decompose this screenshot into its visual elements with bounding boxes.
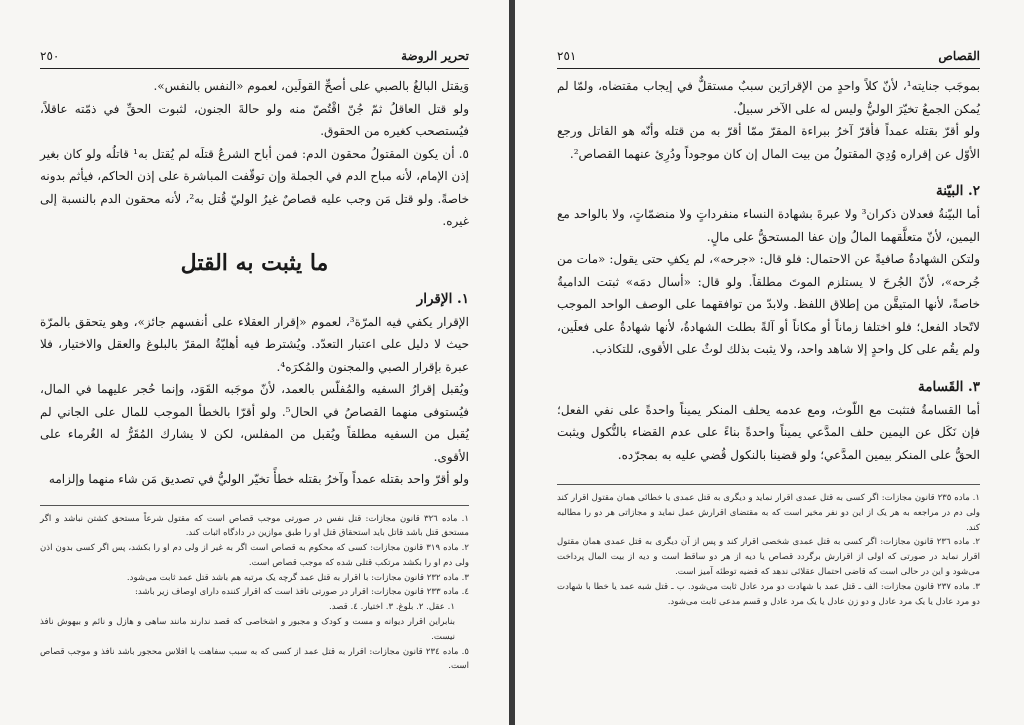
footnote: ١. ماده ٣٢٦ قانون مجازات: قتل نفس در صورتی موجب قصاص است که مقتول شرعاً مستحق کشتن نباشد و اگر مستحق قتل باشد قاتل باید استحقاق قتل او را طبق موازین در دادگاه اثبات کند. xyxy=(40,513,469,539)
paragraph: ولو أقرّ واحد بقتله عمداً وآخرُ بقتله خطأً تخيّر الوليُّ في تصديق مَن شاء منهما وإلزامه xyxy=(48,472,469,486)
paragraph: ٥. أن يكون المقتولُ محقون الدم: فمن أباح الشرعُ قتلَه لم يُقتل به¹ قاتلُه ولو كان بغير إذن الإمام، لأنه مباح الدم في الجملة وإن توقّفت المباشرة على إذن الحاكم، فيأثم بدونه خاصةً. ولو قتل مَن وجب عليه قصاصٌ غيرُ الوليّ قُتل به²، لأنه محقون الدم بالنسبة إلى غيره. xyxy=(40,146,470,228)
running-header xyxy=(40,46,469,69)
paragraph: بموجَب جنايته¹، لأنّ كلاً واحدٍ من الإقرارَين سببٌ مستقلٌّ في إيجاب مقتضاه، ولمّا لم يُمكن الجمعُ تخيّرَ الوليُّ وليس له على الآخر سبيلٌ. xyxy=(557,79,981,116)
footnote-divider xyxy=(557,484,980,485)
footnote: ٢. ماده ٣١٩ قانون مجازات: کسی که محکوم به قصاص است اگر به غیر از ولی دم او را بکشد، پس اگر کسی بدون اذن ولی دم او را بکشد مرتکب قتلی شده که موجب قصاص است. xyxy=(40,543,470,568)
paragraph: أما القسامةُ فتثبت مع اللّوث، ومع عدمه يحلف المنكر يميناً واحدةً على نفي الفعل؛ فإن نَكَل عن اليمين حلف المدَّعي يميناً واحدةً بناءً على عدم القضاء بالنُّكول ويثبت الحقُّ على المنكر بيمين المدَّعي؛ ولو قضينا بالنكول قُضي عليه به بمجرّده. xyxy=(557,402,981,462)
section-heading: ٣. القَسامة xyxy=(918,378,980,395)
footnote-divider xyxy=(40,505,469,506)
right-page xyxy=(515,0,1024,725)
section-heading: ١. الإقرار xyxy=(416,290,469,307)
footnote: ١. ماده ٢٣٥ قانون مجازات: اگر کسی به قتل عمدی اقرار نماید و دیگری به قتل عمدی یا خطائی همان مقتول اقرار کند ولی دم در مراجعه به هر یک از این دو نفر مخیر است که به مقتضای اقرارش عمل نماید و مجازاتی هر دو را مطالبه کند. xyxy=(557,493,981,533)
chapter-title: ما يثبت به القتل xyxy=(180,249,329,276)
left-page-content xyxy=(40,46,469,725)
left-page xyxy=(0,0,509,725)
footnote: ١. عقل. ٢. بلوغ. ٣. اختیار. ٤. قصد. xyxy=(328,602,455,613)
running-header xyxy=(557,46,980,69)
paragraph: ولو قتل العاقلُ ثمّ جُنّ اقْتُصّ منه ولو حالةَ الجنون، لثبوت الحقِّ في ذمّته عاقلاً، فيُستصحب كغيره من الحقوق. xyxy=(40,101,469,138)
paragraph: ولو أقرّ بقتله عمداً فأقرّ آخرُ ببراءة المقرّ ممّا أقرّ به من قتله وأنّه هو القاتل ورجع الأوّل عن إقراره وُدِيَ المقتولُ من بيت المال إن كان موجوداً ودُرِئ عنهما القصاص². xyxy=(557,124,980,161)
footnote: ٢. ماده ٢٣٦ قانون مجازات: اگر کسی به قتل عمدی شخصی اقرار کند و پس از آن دیگری به قتل عمدی همان مقتول اقرار نماید در صورتی که اولی از اقرارش برگردد قصاص یا دیه از هر دو ساقط است و دیه از بیت المال پرداخت می‌شود و این در حالی است که قاضی احتمال عقلائی ندهد که قضیه توطئه آمیز است. xyxy=(557,537,980,577)
section-heading: ٢. البيّنة xyxy=(936,183,980,199)
paragraph: ويُقبل إقرارُ السفيه والمُفلّس بالعمد، لأنّ موجَبه القَوَد، وإنما حُجر عليهما في المال، فيُستوفى منهما القصاصُ في الحال⁵. ولو أقرّا بالخطأ الموجب للمال على الجاني لم يُقبل من السفيه مطلقاً ويُقبل من المفلس، لكن لا يشارك المُقَرُّ له الغُرماء على الأقوى. xyxy=(40,382,469,464)
page-number: ٢٥١ xyxy=(557,49,577,63)
footnote: ٣. ماده ٢٣٧ قانون مجازات: الف ـ قتل عمد با شهادت دو مرد عادل ثابت می‌شود. ب ـ قتل شبه عمد یا خطا با شهادت دو مرد عادل یا یک مرد عادل و دو زن عادل یا یک مرد عادل و قسم مدعی ثابت می‌شود. xyxy=(557,581,981,607)
paragraph: أما البيّنةُ فعدلان ذكران³ ولا عبرةَ بشهادة النساء منفرداتٍ ولا منضمّاتٍ، ولا بالواحد مع اليمين، لأنّ متعلَّقهما المالُ وإن عفا المستحقُّ على مالٍ. xyxy=(557,207,980,244)
header-title: تحرير الروضة xyxy=(401,49,469,63)
footnote: بنابراین اقرار دیوانه و مست و کودک و مجبور و اشخاصی که قصد ندارند مانند ساهی و هازل و نائم و بیهوش نافذ نیست. xyxy=(40,617,455,642)
paragraph: الإقرار يكفي فيه المرّة³، لعموم «إقرار العقلاء على أنفسهم جائز»، وهو يتحقق بالمرّة حيث لا دليل على اعتبار التعدّد. ويُشترط فيه أهليّةُ المقرّ بالبلوغ والعقل والاختيار، فلا عبرة بإقرار الصبي والمجنون والمُكرَه⁴. xyxy=(40,314,469,374)
footnote: ٣. ماده ٢٣٢ قانون مجازات: با اقرار به قتل عمد گرچه یک مرتبه هم باشد قتل عمد ثابت می‌شود. xyxy=(126,572,469,583)
page-number: ٢٥٠ xyxy=(40,49,60,63)
paragraph: وَيقتل البالغُ بالصبي على أصحِّ القولَين، لعموم «النفس بالنفس». xyxy=(153,79,469,93)
footnote: ٥. ماده ٢٣٤ قانون مجازات: اقرار به قتل عمد از کسی که به سبب سفاهت یا افلاس محجور باشد نافذ و موجب قصاص است. xyxy=(40,646,470,672)
right-page-content xyxy=(557,46,980,725)
paragraph: ولتكن الشهادةُ صافيةً عن الاحتمال: فلو قال: «جرحه»، لم يكفِ حتى يقول: «مات من جُرحه»، لأنّ الجُرحَ لا يستلزم الموتَ مطلقاً. ولو قال: «أسال دمَه» ثبتت الداميةُ خاصةً، لأنها المتيقَّن من إطلاق اللفظ. ولابدّ من توافقهما على الوصف الواحد الموجب لاتّحاد الفعل؛ فلو اختلفا زماناً أو مكاناً أو آلةً بطلت الشهادةُ، لأنها شهادةٌ على فعلَين، ولم يقُم على كل واحدٍ إلا شاهد واحد، ولا يثبت بذلك لوثٌ على الأقوى، للتكاذب. xyxy=(557,252,980,356)
footnote: ٤. ماده ٢٣٣ قانون مجازات: اقرار در صورتی نافذ است که اقرار کننده دارای اوصاف زیر باشد: xyxy=(135,587,469,598)
header-title: القصاص xyxy=(938,49,980,63)
